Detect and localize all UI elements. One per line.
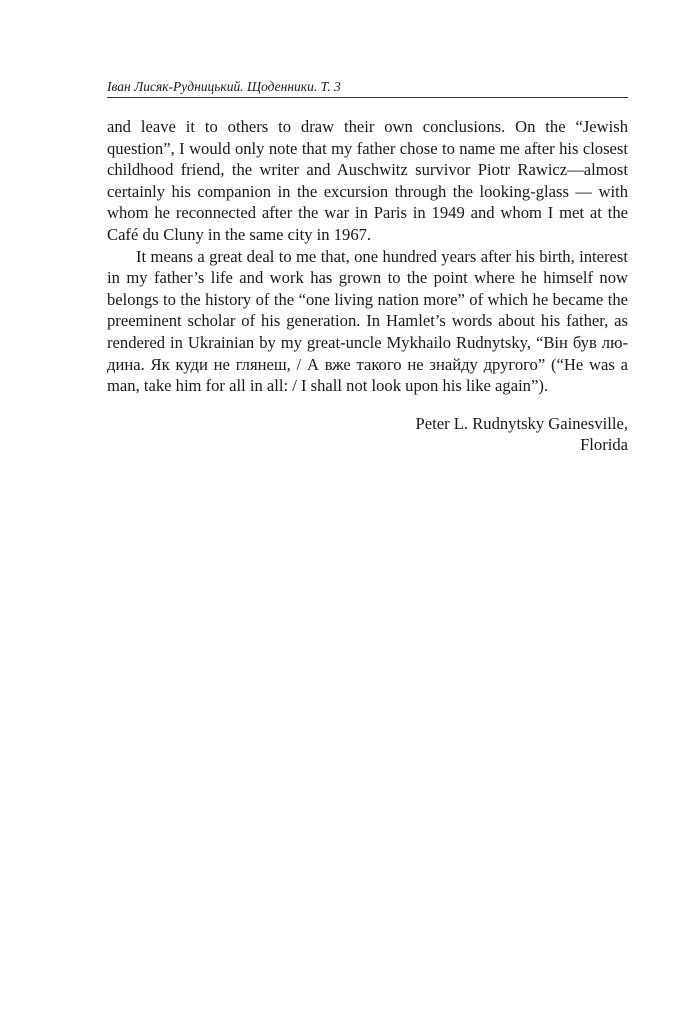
running-head: Іван Лисяк-Рудницький. Щоденники. Т. 3	[107, 78, 628, 98]
book-page	[107, 78, 628, 456]
signature-name-line: Peter L. Rudnytsky Gainesville,	[415, 413, 628, 433]
paragraph: and leave it to others to draw their own conclusions. On the “Jewish question”, I would only note that my father chose to name me after his closest childhood friend, the writer and Auschwitz survivor Piotr Rawicz—almost certainly his companion in the excursion through the looking-glass — with whom he reconnected after the war in Paris in 1949 and whom I met at the Café du Cluny in the same city in 1967.	[107, 117, 628, 244]
signature-place-line: Florida	[580, 435, 628, 455]
paragraph: It means a great deal to me that, one hundred years after his birth, interest in my father’s life and work has grown to the point where he himself now belongs to the history of the “one living nation more” of which he became the preeminent scholar of his generation. In Hamlet’s words about his father, as rendered in Ukrainian by my great-uncle Mykhailo Rudnytsky, “Він був людина. Як куди не глянеш, / А вже такого не знайду другого” (“He was a man, take him for all in all: / I shall not look upon his like again”).	[107, 246, 628, 396]
signature	[107, 413, 628, 456]
body-text	[107, 116, 628, 397]
